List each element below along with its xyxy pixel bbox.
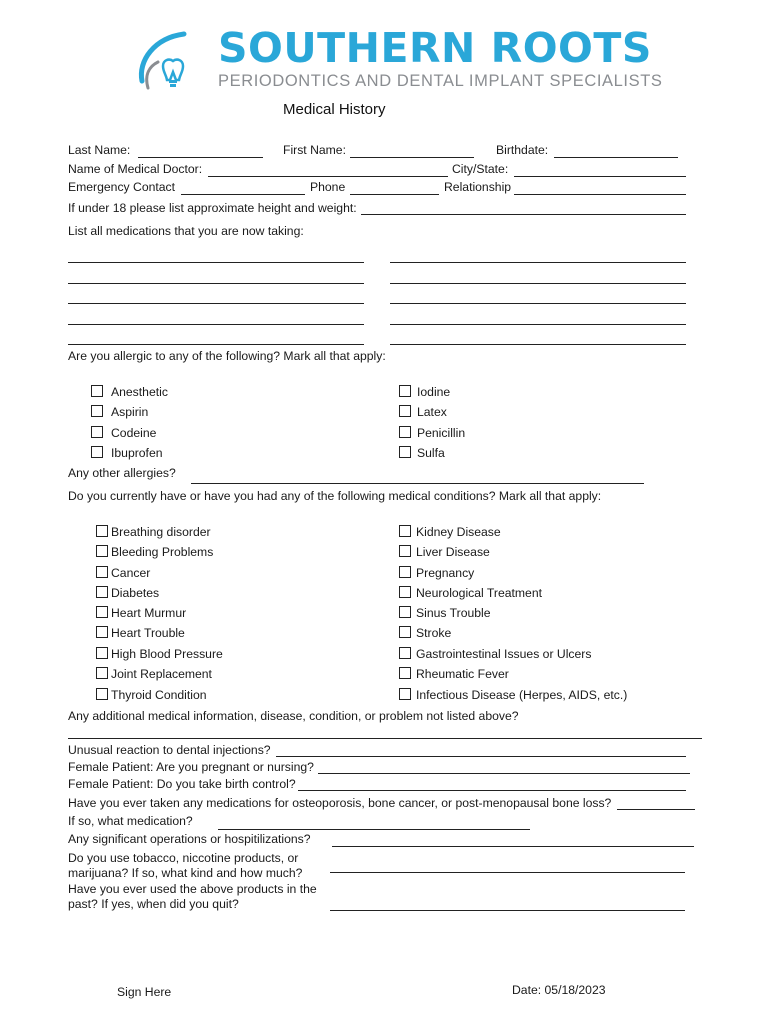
doctor-label: Name of Medical Doctor: [68, 162, 203, 176]
osteoporosis-label: Have you ever taken any medications for osteoporosis, bone cancer, or post-menopausal bone loss? [68, 796, 612, 810]
medications-label: List all medications that you are now taking: [68, 224, 304, 238]
allergy-label: Ibuprofen [111, 446, 163, 460]
allergy-label: Sulfa [417, 446, 445, 460]
condition-label: Thyroid Condition [111, 688, 207, 702]
condition-checkbox[interactable] [399, 545, 411, 557]
medication-field[interactable] [390, 344, 686, 345]
condition-checkbox[interactable] [96, 688, 108, 700]
other-allergies-field[interactable] [191, 483, 644, 484]
allergy-label: Latex [417, 405, 447, 419]
condition-label: Gastrointestinal Issues or Ulcers [416, 647, 592, 661]
condition-label: Pregnancy [416, 566, 475, 580]
date-label: Date: 05/18/2023 [512, 983, 606, 997]
condition-checkbox[interactable] [96, 525, 108, 537]
condition-label: Cancer [111, 566, 151, 580]
relationship-field[interactable] [514, 194, 686, 195]
condition-label: Diabetes [111, 586, 160, 600]
condition-label: High Blood Pressure [111, 647, 223, 661]
under18-label: If under 18 please list approximate height and weight: [68, 201, 357, 215]
birth-control-field[interactable] [298, 790, 686, 791]
birthdate-field[interactable] [554, 157, 678, 158]
condition-checkbox[interactable] [96, 566, 108, 578]
condition-checkbox[interactable] [96, 667, 108, 679]
condition-checkbox[interactable] [96, 586, 108, 598]
condition-checkbox[interactable] [399, 688, 411, 700]
condition-checkbox[interactable] [96, 606, 108, 618]
other-allergies-label: Any other allergies? [68, 466, 176, 480]
condition-label: Rheumatic Fever [416, 667, 509, 681]
condition-label: Heart Trouble [111, 626, 185, 640]
medication-field[interactable] [68, 303, 364, 304]
additional-info-label: Any additional medical information, disease, condition, or problem not listed above? [68, 709, 519, 723]
additional-info-field[interactable] [68, 738, 702, 739]
condition-label: Kidney Disease [416, 525, 501, 539]
allergy-checkbox[interactable] [91, 385, 103, 397]
medication-field[interactable] [68, 324, 364, 325]
allergy-label: Codeine [111, 426, 157, 440]
condition-checkbox[interactable] [96, 626, 108, 638]
allergy-question: Are you allergic to any of the following? Mark all that apply: [68, 349, 386, 363]
birth-control-label: Female Patient: Do you take birth control? [68, 777, 296, 791]
medication-field[interactable] [68, 283, 364, 284]
condition-checkbox[interactable] [399, 606, 411, 618]
condition-label: Neurological Treatment [416, 586, 542, 600]
medication-field[interactable] [390, 283, 686, 284]
condition-label: Heart Murmur [111, 606, 187, 620]
emergency-contact-label: Emergency Contact [68, 180, 176, 194]
injection-reaction-field[interactable] [276, 756, 686, 757]
medication-field[interactable] [390, 324, 686, 325]
tobacco-label-line2: marijuana? If so, what kind and how much? [68, 866, 303, 880]
birthdate-label: Birthdate: [496, 143, 549, 157]
emergency-contact-field[interactable] [181, 194, 305, 195]
condition-checkbox[interactable] [399, 586, 411, 598]
allergy-checkbox[interactable] [91, 405, 103, 417]
condition-checkbox[interactable] [96, 545, 108, 557]
medication-field[interactable] [68, 262, 364, 263]
condition-label: Joint Replacement [111, 667, 212, 681]
condition-checkbox[interactable] [399, 647, 411, 659]
osteoporosis-field[interactable] [617, 809, 695, 810]
osteoporosis-medication-label: If so, what medication? [68, 814, 193, 828]
brand-name: SOUTHERN ROOTS [218, 24, 652, 72]
medication-field[interactable] [68, 344, 364, 345]
allergy-checkbox[interactable] [399, 446, 411, 458]
tooth-implant-icon [136, 26, 216, 92]
sign-here-label[interactable]: Sign Here [117, 985, 172, 999]
allergy-label: Aspirin [111, 405, 149, 419]
allergy-checkbox[interactable] [399, 385, 411, 397]
medication-field[interactable] [390, 303, 686, 304]
injection-reaction-label: Unusual reaction to dental injections? [68, 743, 271, 757]
tobacco-label-line1: Do you use tobacco, niccotine products, or [68, 851, 299, 865]
phone-label: Phone [310, 180, 346, 194]
condition-label: Infectious Disease (Herpes, AIDS, etc.) [416, 688, 628, 702]
quit-field[interactable] [330, 910, 685, 911]
doctor-field[interactable] [208, 176, 448, 177]
city-state-field[interactable] [514, 176, 686, 177]
city-state-label: City/State: [452, 162, 509, 176]
operations-label: Any significant operations or hospitilizations? [68, 832, 311, 846]
condition-label: Bleeding Problems [111, 545, 214, 559]
brand-subtitle: PERIODONTICS AND DENTAL IMPLANT SPECIALISTS [218, 72, 663, 90]
operations-field[interactable] [332, 846, 694, 847]
allergy-checkbox[interactable] [91, 426, 103, 438]
quit-label-line2: past? If yes, when did you quit? [68, 897, 239, 911]
form-title: Medical History [283, 101, 386, 118]
relationship-label: Relationship [444, 180, 512, 194]
first-name-field[interactable] [350, 157, 474, 158]
first-name-label: First Name: [283, 143, 346, 157]
condition-checkbox[interactable] [399, 525, 411, 537]
allergy-checkbox[interactable] [399, 426, 411, 438]
pregnant-field[interactable] [318, 773, 690, 774]
last-name-label: Last Name: [68, 143, 131, 157]
conditions-question: Do you currently have or have you had any of the following medical conditions? Mark all that apply: [68, 489, 602, 503]
allergy-checkbox[interactable] [399, 405, 411, 417]
condition-label: Stroke [416, 626, 452, 640]
last-name-field[interactable] [138, 157, 263, 158]
medication-field[interactable] [390, 262, 686, 263]
condition-checkbox[interactable] [399, 566, 411, 578]
osteoporosis-medication-field[interactable] [218, 829, 530, 830]
allergy-label: Anesthetic [111, 385, 168, 399]
condition-checkbox[interactable] [399, 667, 411, 679]
condition-checkbox[interactable] [399, 626, 411, 638]
condition-label: Liver Disease [416, 545, 490, 559]
condition-label: Breathing disorder [111, 525, 211, 539]
tobacco-field[interactable] [330, 872, 685, 873]
allergy-label: Penicillin [417, 426, 466, 440]
allergy-checkbox[interactable] [91, 446, 103, 458]
allergy-label: Iodine [417, 385, 451, 399]
height-weight-field[interactable] [361, 214, 686, 215]
pregnant-label: Female Patient: Are you pregnant or nursing? [68, 760, 314, 774]
phone-field[interactable] [350, 194, 439, 195]
condition-label: Sinus Trouble [416, 606, 491, 620]
condition-checkbox[interactable] [96, 647, 108, 659]
quit-label-line1: Have you ever used the above products in the [68, 882, 317, 896]
